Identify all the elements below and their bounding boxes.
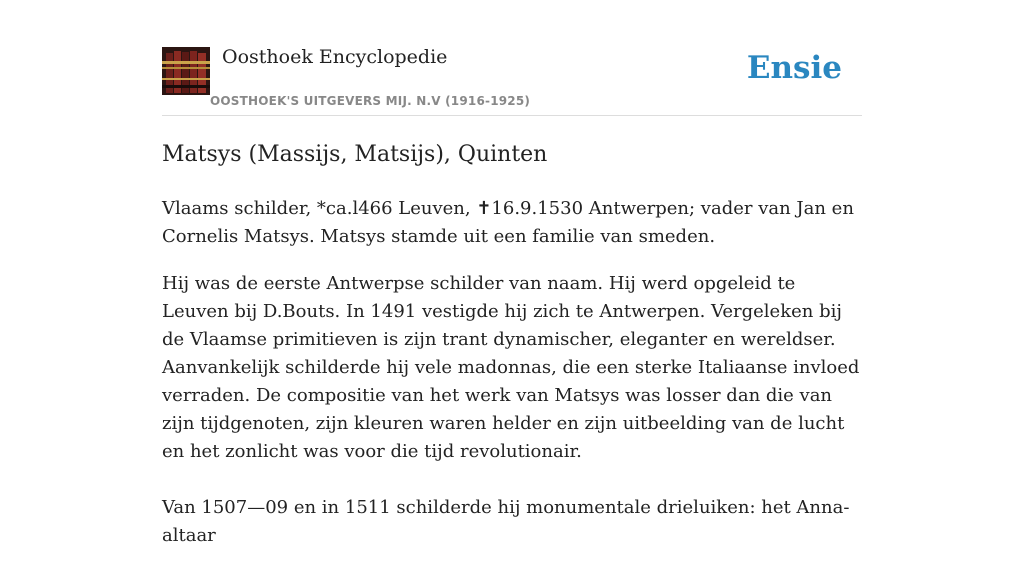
article [162, 140, 862, 569]
article-paragraph: Vlaams schilder, *ca.l466 Leuven, ✝16.9.1530 Antwerpen; vader van Jan en Cornelis Matsys. Matsys stamde uit een familie van smeden. [162, 198, 854, 247]
brand-logo[interactable]: Ensie [746, 50, 842, 86]
book-spines-icon[interactable] [162, 47, 210, 95]
site-header [162, 46, 862, 116]
article-title: Matsys (Massijs, Matsijs), Quinten [162, 142, 548, 167]
article-paragraph: Van 1507—09 en in 1511 schilderde hij monumentale drieluiken: het Anna-altaar [162, 497, 850, 546]
header-divider [162, 115, 862, 116]
publisher-label: OOSTHOEK'S UITGEVERS MIJ. N.V (1916-1925) [210, 94, 531, 108]
article-paragraph: Hij was de eerste Antwerpse schilder van naam. Hij werd opgeleid te Leuven bij D.Bouts. In 1491 vestigde hij zich te Antwerpen. Vergeleken bij de Vlaamse primitieven is zijn trant dynamischer, eleganter en wereldser. Aanvankelijk schilderde hij vele madonnas, die een sterke Italiaanse invloed verraden. De compositie van het werk van Matsys was losser dan die van zijn tijdgenoten, zijn kleuren waren helder en zijn uitbeelding van de lucht en het zonlicht was voor die tijd revolutionair. [162, 273, 860, 462]
site-name[interactable]: Oosthoek Encyclopedie [222, 46, 448, 68]
